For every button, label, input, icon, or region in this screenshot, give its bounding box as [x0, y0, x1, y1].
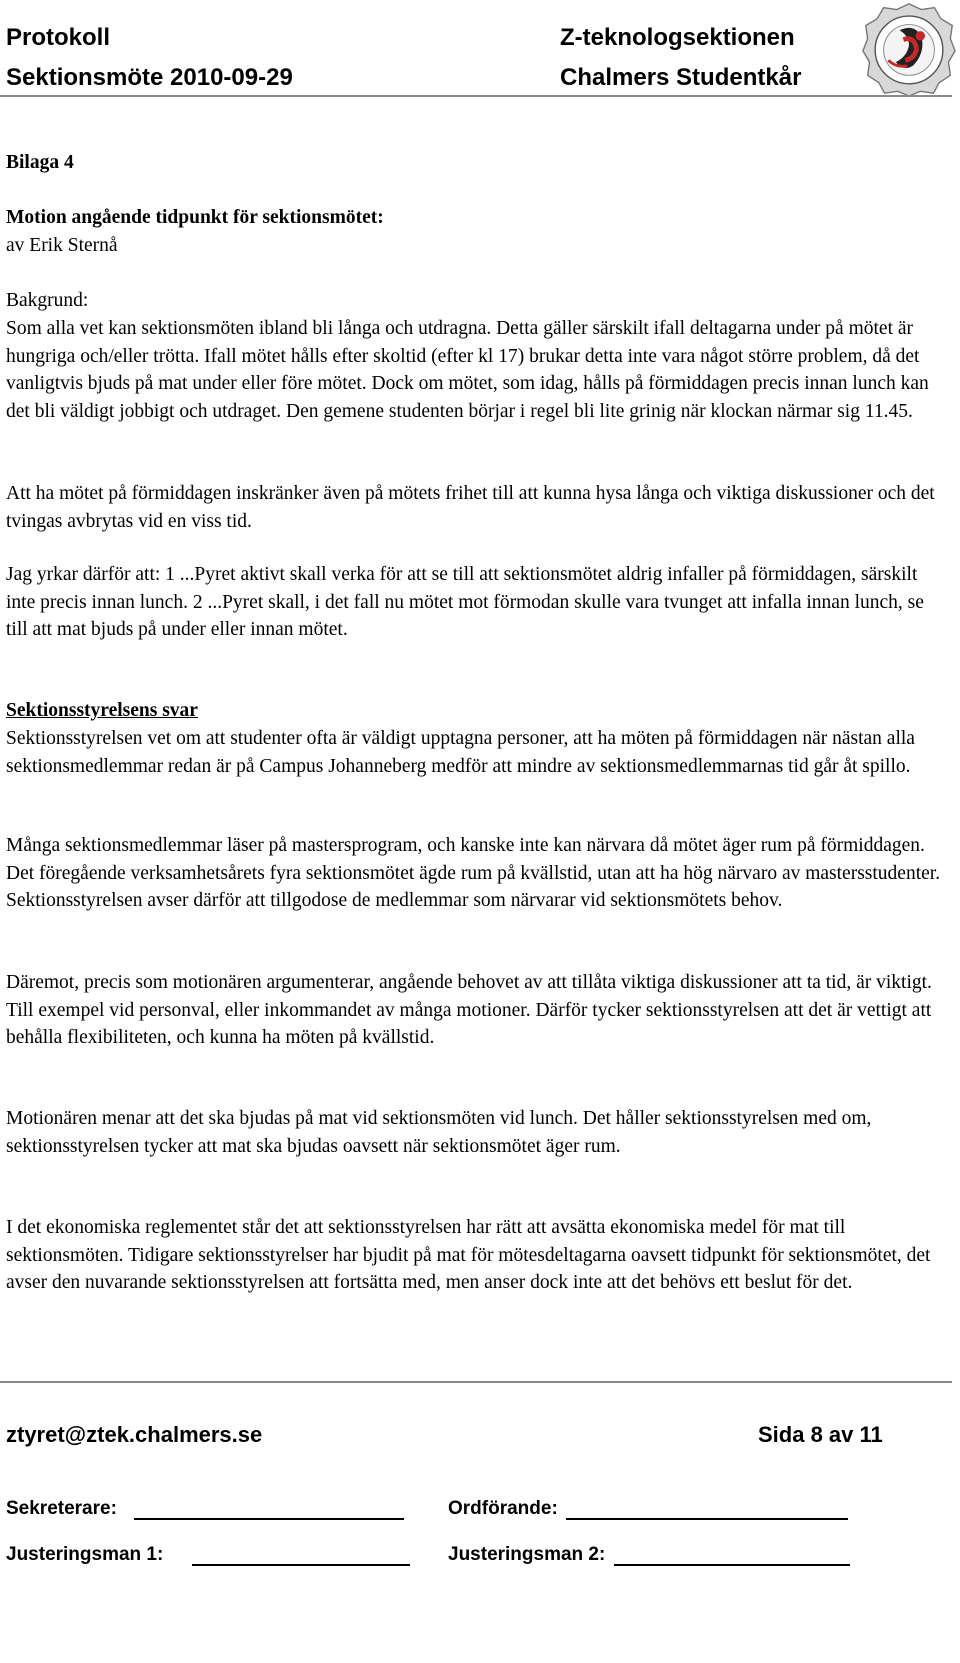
adjuster-2-signature-line [614, 1564, 850, 1566]
response-heading: Sektionsstyrelsens svar [6, 700, 198, 721]
background-text: Som alla vet kan sektionsmöten ibland bli långa och utdragna. Detta gäller särskilt ifall deltagarna under på mötet är hungriga och/eller trötta. Ifall mötet hålls efter skoltid (efter kl 17) brukar detta inte vara något större problem, då det vanligtvis bjuds på mat under eller före mötet. Dock om mötet, som idag, hålls på förmiddagen precis innan lunch kan det bli väldigt jobbigt och utdraget. Den gemene studenten börjar i regel bli lite grinig när klockan närmar sig 11.45. [6, 318, 929, 422]
adjuster-1-signature-line [192, 1564, 410, 1566]
proposal-text: Jag yrkar därför att: 1 ...Pyret aktivt skall verka för att se till att sektionsmötet aldrig infaller på förmiddagen, särskilt inte precis innan lunch. 2 ...Pyret skall, i det fall nu mötet mot förmodan skulle vara tvunget att infalla innan lunch, se till att mat bjuds på under eller innan mötet. [6, 564, 924, 641]
appendix-label: Bilaga 4 [6, 152, 74, 173]
adjuster-2-label: Justeringsman 2: [448, 1544, 606, 1565]
response-paragraph: Däremot, precis som motionären argumenterar, angående behovet av att tillåta viktiga diskussioner att ta tid, är viktigt. Till exempel vid personval, eller inkommandet av många motioner. Därför tycker sektionsstyrelsen att det är vettigt att behålla flexibiliteten, och kunna ha möten på kvällstid. [6, 972, 932, 1049]
contact-email: ztyret@ztek.chalmers.se [6, 1422, 263, 1447]
response-paragraph: Många sektionsmedlemmar läser på mastersprogram, och kanske inte kan närvara då mötet äger rum på förmiddagen. Det föregående verksamhetsårets fyra sektionsmötet ägde rum på kvällstid, utan att ha hög närvaro av mastersstudenter. Sektionsstyrelsen avser därför att tillgodose de medlemmar som närvarar vid sektionsmötets behov. [6, 835, 941, 912]
header-divider [0, 95, 952, 97]
response-paragraph: I det ekonomiska reglementet står det att sektionsstyrelsen har rätt att avsätta ekonomiska medel för mat till sektionsmöten. Tidigare sektionsstyrelser har bjudit på mat för mötesdeltagarna oavsett tidpunkt för sektionsmötet, det avser den nuvarande sektionsstyrelsen att fortsätta med, men anser dock inte att det behövs ett beslut för det. [6, 1217, 931, 1294]
background-heading: Bakgrund: [6, 290, 89, 311]
section-name: Z-teknologsektionen [560, 24, 795, 51]
section-logo [862, 2, 956, 96]
adjuster-1-label: Justeringsman 1: [6, 1544, 164, 1565]
motion-title: Motion angående tidpunkt för sektionsmötet: [6, 207, 384, 228]
secretary-signature-line [134, 1518, 404, 1520]
document-type: Protokoll [6, 24, 111, 51]
response-paragraph: Sektionsstyrelsen vet om att studenter ofta är väldigt upptagna personer, att ha möten på förmiddagen när nästan alla sektionsmedlemmar redan är på Campus Johanneberg medför att mindre av sektionsmedlemmarnas tid går åt spillo. [6, 728, 915, 777]
chair-signature-line [566, 1518, 848, 1520]
meeting-date: Sektionsmöte 2010-09-29 [6, 64, 293, 91]
motion-author: av Erik Sternå [6, 235, 118, 256]
response-paragraph: Motionären menar att det ska bjudas på mat vid sektionsmöten vid lunch. Det håller sektionsstyrelsen med om, sektionsstyrelsen tycker att mat ska bjudas oavsett när sektionsmötet äger rum. [6, 1108, 872, 1157]
footer-divider [0, 1381, 952, 1383]
page-number: Sida 8 av 11 [758, 1422, 883, 1447]
chair-label: Ordförande: [448, 1498, 558, 1519]
background-text-2: Att ha mötet på förmiddagen inskränker även på mötets frihet till att kunna hysa långa och viktiga diskussioner och det tvingas avbrytas vid en viss tid. [6, 483, 935, 532]
secretary-label: Sekreterare: [6, 1498, 117, 1519]
union-name: Chalmers Studentkår [560, 64, 802, 91]
